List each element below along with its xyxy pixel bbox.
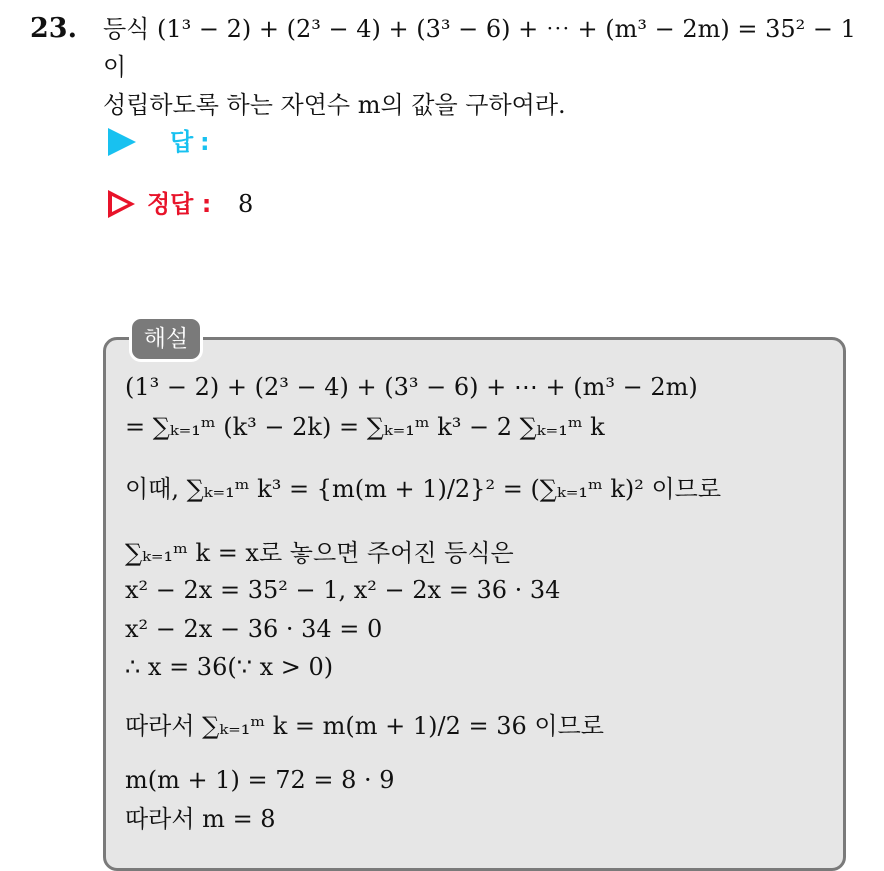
question-text: 등식 (1³ − 2) + (2³ − 4) + (3³ − 6) + ⋯ + (m³ − 2m) = 35² − 1이 성립하도록 하는 자연수 m의 값을 구하여라. <box>103 15 856 119</box>
solution-label: 정답 : <box>147 190 212 218</box>
explanation-line-10: 따라서 m = 8 <box>125 805 276 833</box>
explanation-tab: 해설 <box>129 316 203 362</box>
explanation-line-5: x² − 2x = 35² − 1, x² − 2x = 36 · 34 <box>125 576 561 604</box>
explanation-line-1: (1³ − 2) + (2³ − 4) + (3³ − 6) + ⋯ + (m³ − 2m) <box>125 373 698 401</box>
solution-value: 8 <box>238 190 254 218</box>
explanation-line-7: ∴ x = 36(∵ x > 0) <box>125 653 334 681</box>
question-number: 23. <box>30 13 77 44</box>
answer-label: 답 <box>170 128 194 156</box>
answer-label-colon: : <box>200 128 210 156</box>
explanation-line-4: ∑ₖ₌₁ᵐ k = x로 놓으면 주어진 등식은 <box>125 539 514 567</box>
explanation-line-9: m(m + 1) = 72 = 8 · 9 <box>125 766 395 794</box>
explanation-line-8: 따라서 ∑ₖ₌₁ᵐ k = m(m + 1)/2 = 36 이므로 <box>125 712 604 740</box>
explanation-line-2: = ∑ₖ₌₁ᵐ (k³ − 2k) = ∑ₖ₌₁ᵐ k³ − 2 ∑ₖ₌₁ᵐ k <box>125 413 605 441</box>
explanation-line-6: x² − 2x − 36 · 34 = 0 <box>125 615 383 643</box>
explanation-line-3: 이때, ∑ₖ₌₁ᵐ k³ = {m(m + 1)/2}² = (∑ₖ₌₁ᵐ k)² 이므로 <box>125 475 722 503</box>
answer-arrow-icon <box>108 128 136 156</box>
solution-arrow-icon-inner <box>112 196 128 212</box>
